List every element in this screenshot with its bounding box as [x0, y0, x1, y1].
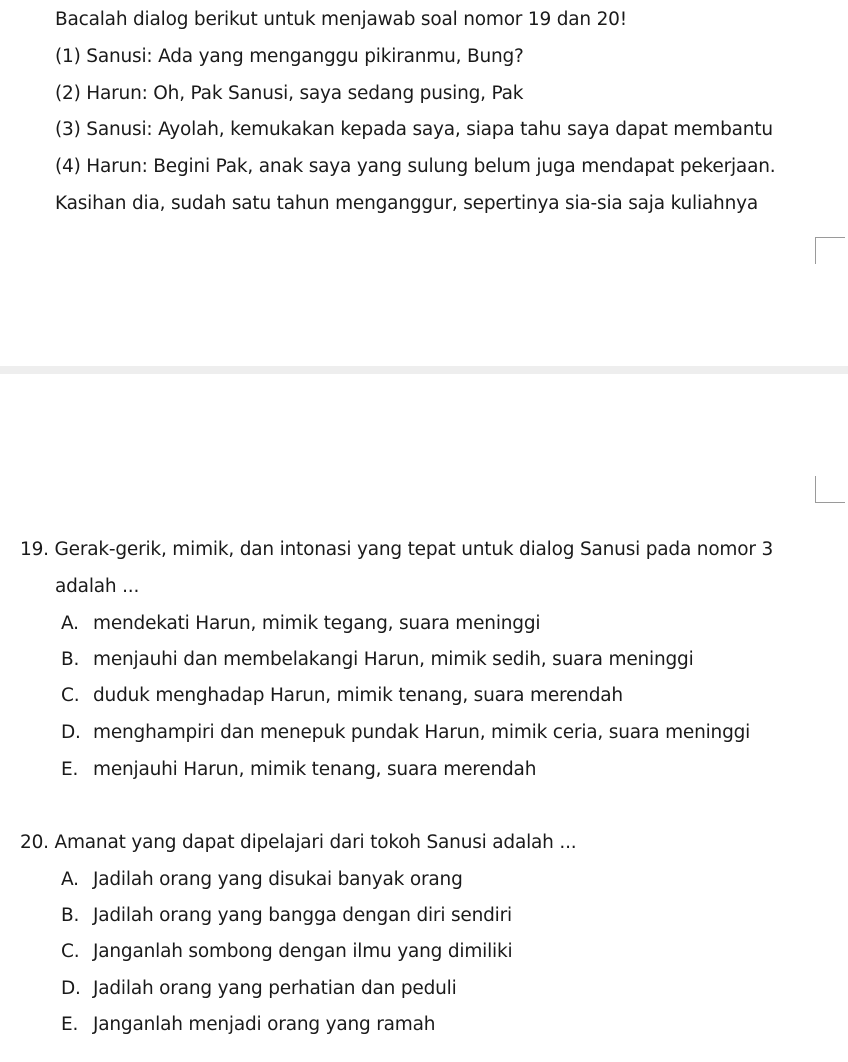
- q19-option-a: [61, 613, 540, 635]
- question-text: Gerak-gerik, mimik, dan intonasi yang tepat untuk dialog Sanusi pada nomor 3: [54, 539, 774, 560]
- dialog-line-3: (3) Sanusi: Ayolah, kemukakan kepada saya, siapa tahu saya dapat membantu: [55, 119, 773, 140]
- q20-option-e: [61, 1014, 435, 1036]
- option-text: Janganlah menjadi orang yang ramah: [93, 1014, 436, 1035]
- option-letter: D.: [61, 722, 81, 743]
- question-text: Amanat yang dapat dipelajari dari tokoh Sanusi adalah ...: [54, 832, 577, 853]
- option-text: menjauhi dan membelakangi Harun, mimik sedih, suara meninggi: [93, 649, 694, 670]
- option-letter: E.: [61, 759, 79, 780]
- dialog-line-5: Kasihan dia, sudah satu tahun menganggur, sepertinya sia-sia saja kuliahnya: [55, 193, 758, 214]
- q19-option-d: [61, 722, 750, 744]
- dialog-line-1: (1) Sanusi: Ada yang menganggu pikiranmu, Bung?: [55, 46, 524, 67]
- q19-option-b: [61, 649, 694, 671]
- question-19: [20, 539, 773, 561]
- option-letter: C.: [61, 941, 80, 962]
- option-text: menghampiri dan menepuk pundak Harun, mimik ceria, suara meninggi: [93, 722, 751, 743]
- page-corner-mark-top: [815, 237, 845, 264]
- question-20: [20, 832, 576, 854]
- instruction-text: Bacalah dialog berikut untuk menjawab soal nomor 19 dan 20!: [55, 9, 627, 30]
- option-letter: D.: [61, 978, 81, 999]
- option-text: Jadilah orang yang bangga dengan diri sendiri: [93, 905, 512, 926]
- option-letter: C.: [61, 685, 80, 706]
- option-text: duduk menghadap Harun, mimik tenang, suara merendah: [93, 685, 623, 706]
- option-letter: B.: [61, 905, 80, 926]
- page-corner-mark-bottom: [815, 476, 845, 503]
- option-text: mendekati Harun, mimik tegang, suara meninggi: [93, 613, 541, 634]
- dialog-line-2: (2) Harun: Oh, Pak Sanusi, saya sedang pusing, Pak: [55, 83, 524, 104]
- option-letter: B.: [61, 649, 80, 670]
- question-number: 19.: [20, 539, 49, 560]
- dialog-line-4: (4) Harun: Begini Pak, anak saya yang sulung belum juga mendapat pekerjaan.: [55, 156, 776, 177]
- q20-option-d: [61, 978, 457, 1000]
- option-letter: E.: [61, 1014, 79, 1035]
- q20-option-c: [61, 941, 512, 963]
- q20-option-b: [61, 905, 512, 927]
- option-text: Jadilah orang yang disukai banyak orang: [93, 869, 463, 890]
- option-letter: A.: [61, 869, 79, 890]
- option-letter: A.: [61, 613, 79, 634]
- q19-option-c: [61, 685, 623, 707]
- question-number: 20.: [20, 832, 49, 853]
- q20-option-a: [61, 869, 463, 891]
- page-divider: [0, 366, 848, 374]
- question-19-continuation: adalah ...: [55, 576, 140, 597]
- q19-option-e: [61, 759, 536, 781]
- option-text: Janganlah sombong dengan ilmu yang dimiliki: [93, 941, 513, 962]
- option-text: Jadilah orang yang perhatian dan peduli: [93, 978, 457, 999]
- option-text: menjauhi Harun, mimik tenang, suara merendah: [93, 759, 537, 780]
